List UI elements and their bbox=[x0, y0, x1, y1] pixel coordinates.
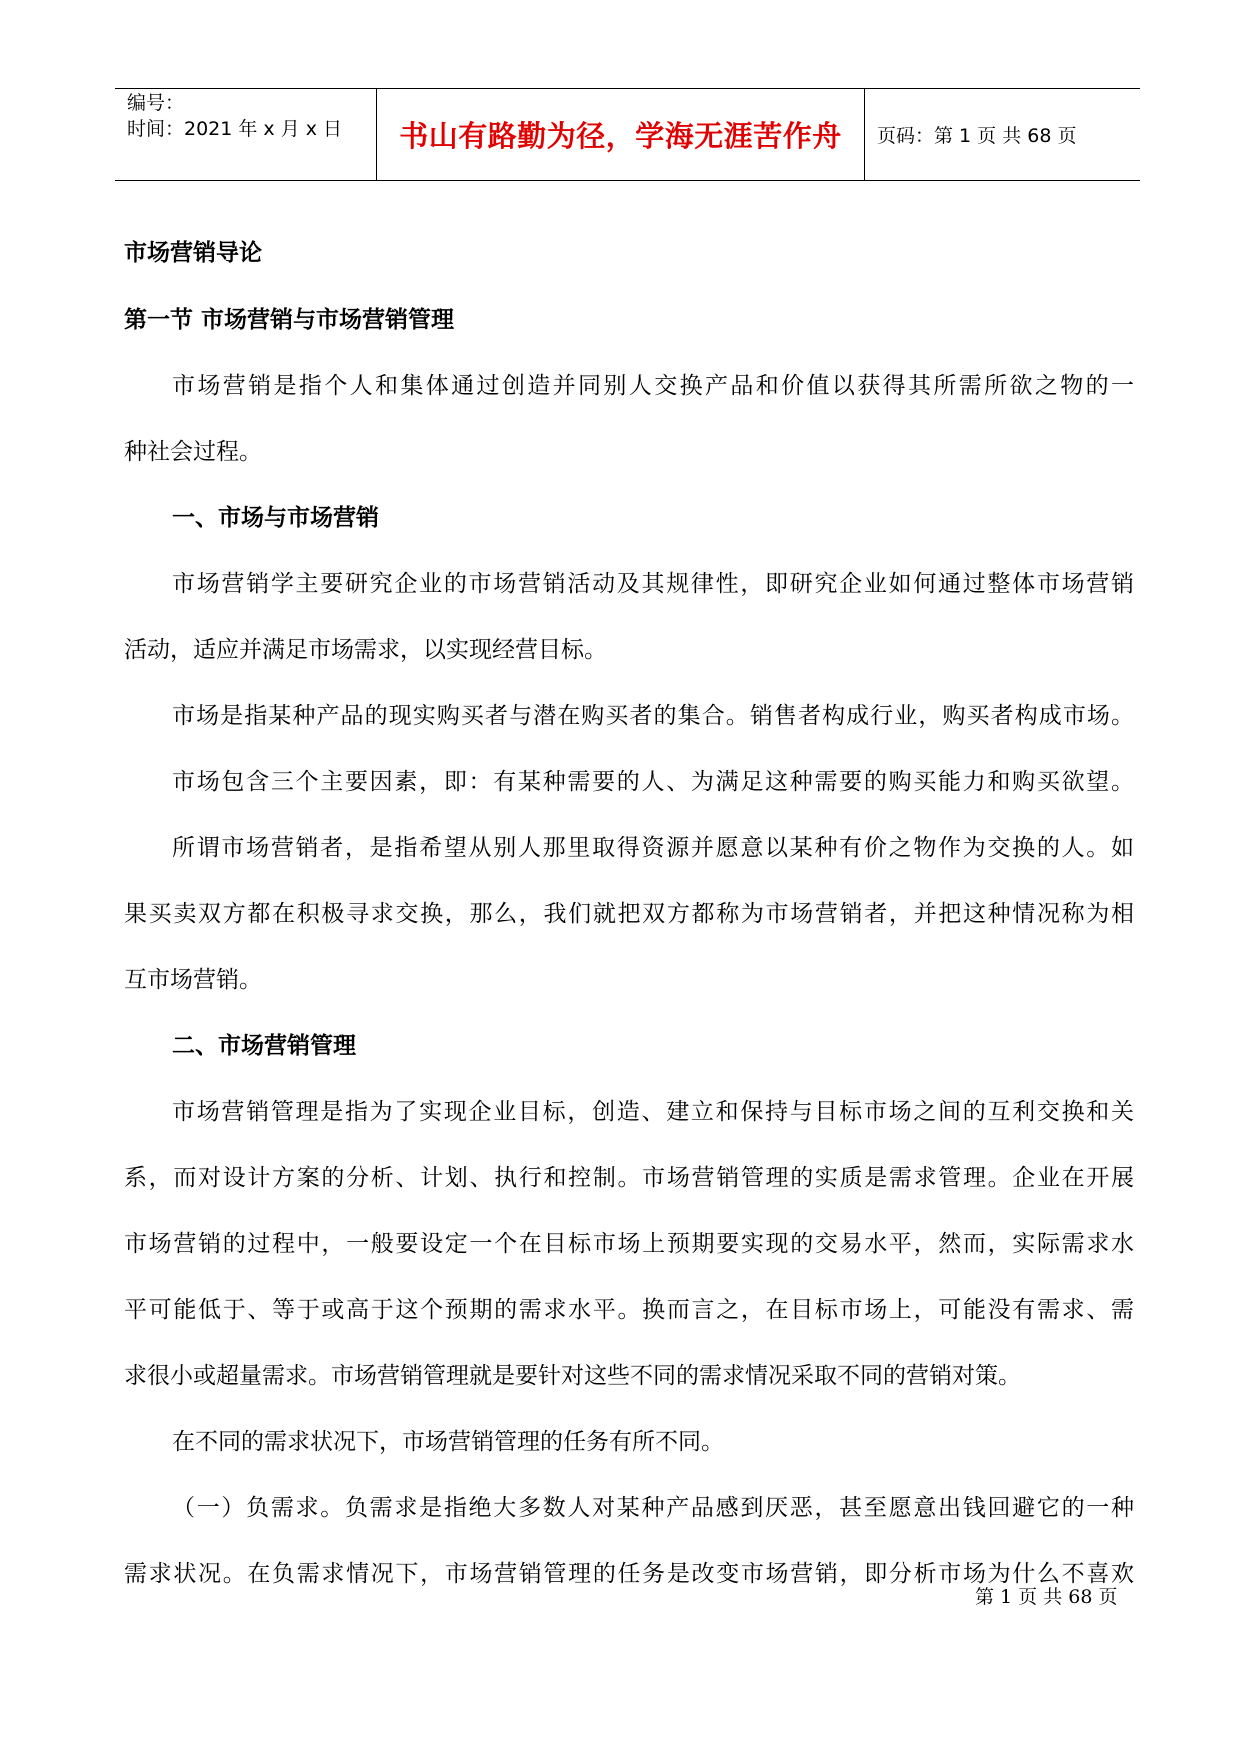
paragraph-line: 市场营销是指个人和集体通过创造并同别人交换产品和价值以获得其所需所欲之物的一 bbox=[172, 373, 1134, 399]
paragraph-line: 市场营销的过程中，一般要设定一个在目标市场上预期要实现的交易水平，然而，实际需求水 bbox=[124, 1231, 1134, 1257]
paragraph-line: 活动，适应并满足市场需求，以实现经营目标。 bbox=[124, 637, 607, 663]
subsection-heading: 一、市场与市场营销 bbox=[172, 504, 379, 531]
paragraph-line: 市场营销学主要研究企业的市场营销活动及其规律性，即研究企业如何通过整体市场营销 bbox=[172, 571, 1134, 597]
header-meta-cell bbox=[115, 89, 377, 180]
document-number-label: 编号： bbox=[127, 92, 185, 114]
paragraph-line: 果买卖双方都在积极寻求交换，那么，我们就把双方都称为市场营销者，并把这种情况称为相 bbox=[124, 901, 1134, 927]
page-header-table bbox=[115, 88, 1140, 181]
document-title: 市场营销导论 bbox=[124, 239, 262, 266]
paragraph-line: 系，而对设计方案的分析、计划、执行和控制。市场营销管理的实质是需求管理。企业在开展 bbox=[124, 1165, 1134, 1191]
section-heading: 第一节 市场营销与市场营销管理 bbox=[124, 306, 455, 333]
paragraph-line: 需求状况。在负需求情况下，市场营销管理的任务是改变市场营销，即分析市场为什么不喜欢 bbox=[124, 1561, 1134, 1587]
page-footer: 第 1 页 共 68 页 bbox=[975, 1586, 1118, 1608]
header-page-info: 页码：第 1 页 共 68 页 bbox=[877, 125, 1077, 147]
document-time-label: 时间：2021 年 x 月 x 日 bbox=[127, 118, 343, 140]
subsection-heading: 二、市场营销管理 bbox=[172, 1032, 356, 1059]
header-motto: 书山有路勤为径，学海无涯苦作舟 bbox=[399, 119, 842, 153]
paragraph-line: 求很小或超量需求。市场营销管理就是要针对这些不同的需求情况采取不同的营销对策。 bbox=[124, 1363, 1021, 1389]
paragraph-line: 在不同的需求状况下，市场营销管理的任务有所不同。 bbox=[172, 1429, 724, 1455]
paragraph-line: 市场营销管理是指为了实现企业目标，创造、建立和保持与目标市场之间的互利交换和关 bbox=[172, 1099, 1134, 1125]
header-motto-cell bbox=[377, 89, 865, 180]
paragraph-line: （一）负需求。负需求是指绝大多数人对某种产品感到厌恶，甚至愿意出钱回避它的一种 bbox=[172, 1495, 1134, 1521]
paragraph-line: 所谓市场营销者，是指希望从别人那里取得资源并愿意以某种有价之物作为交换的人。如 bbox=[172, 835, 1134, 861]
paragraph-line: 市场包含三个主要因素，即：有某种需要的人、为满足这种需要的购买能力和购买欲望。 bbox=[172, 769, 1134, 795]
paragraph-line: 互市场营销。 bbox=[124, 967, 262, 993]
paragraph-line: 平可能低于、等于或高于这个预期的需求水平。换而言之，在目标市场上，可能没有需求、需 bbox=[124, 1297, 1134, 1323]
paragraph-line: 市场是指某种产品的现实购买者与潜在购买者的集合。销售者构成行业，购买者构成市场。 bbox=[172, 703, 1134, 729]
header-page-cell bbox=[865, 89, 1140, 180]
paragraph-line: 种社会过程。 bbox=[124, 439, 262, 465]
